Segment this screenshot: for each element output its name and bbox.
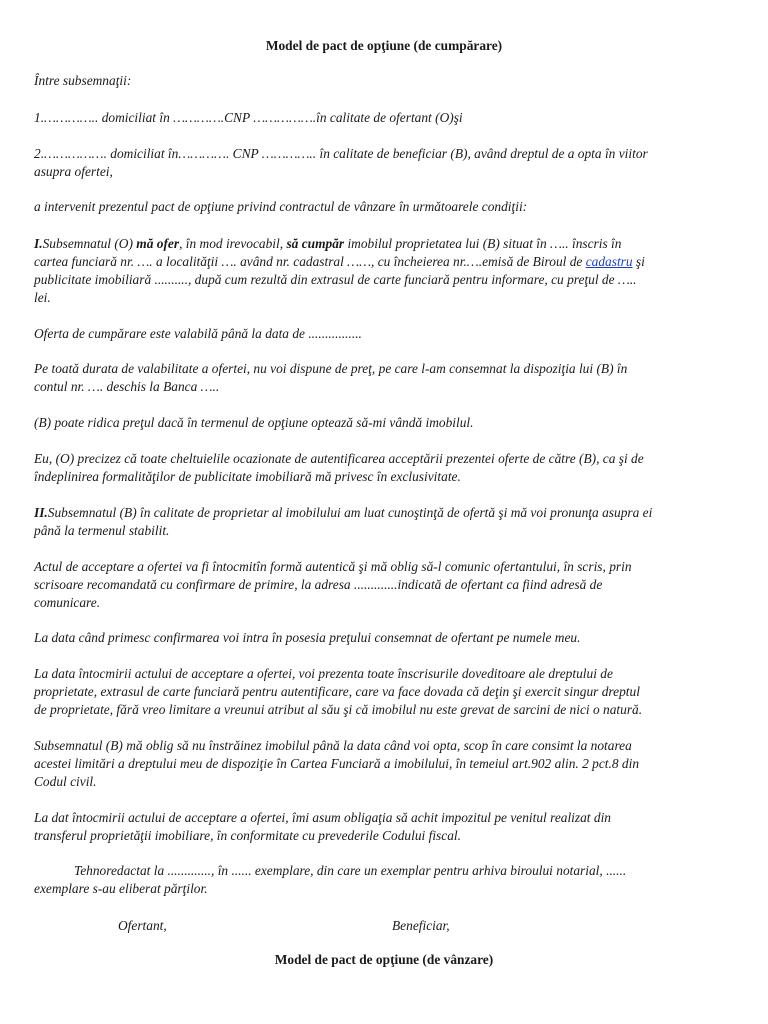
party1-line: 1.………….. domiciliat în ………….CNP …………….în calitate de ofertant (O)şi	[34, 110, 463, 125]
instrainare-line-3: Codul civil.	[34, 774, 97, 789]
oferta-line: Oferta de cumpărare este valabilă până la data de ................	[34, 326, 362, 341]
section1-line-3: publicitate imobiliară .........., după cum rezultă din extrasul de carte funciară pentru informare, cu preţul de …..	[34, 272, 637, 287]
section1-line-2	[34, 253, 734, 271]
instrainare-line-1: Subsemnatul (B) mă oblig să nu înstrăinez imobilul până la data când voi opta, scop în care consimt la notarea	[34, 738, 632, 753]
intro-line: Între subsemnaţii:	[34, 73, 132, 88]
instrainare-line-2: acestei limitări a dreptului meu de dispoziţie în Cartea Funciară a imobilului, în temeiul art.902 alin. 2 pct.8 din	[34, 756, 640, 771]
cheltuieli-line-1: Eu, (O) precizez că toate cheltuielile ocazionate de autentificarea acceptării prezentei oferte de către (B), ca şi de	[34, 451, 644, 466]
section2-number: II.	[34, 505, 48, 520]
section1-number: I.	[34, 236, 43, 251]
ofertant-signature-label: Ofertant,	[118, 918, 167, 933]
section1-line-1	[34, 235, 734, 253]
intocmire-line-3: de proprietate, fără vreo limitare a vreunui atribut al său şi că imobilul nu este grevat de sarcini de nici o natură.	[34, 702, 643, 717]
party2-line-2: asupra ofertei,	[34, 164, 113, 179]
cadastru-link[interactable]: cadastru	[585, 254, 633, 269]
impozit-line-1: La dat întocmirii actului de acceptare a ofertei, îmi asum obligaţia să achit impozitul pe venitul realizat din	[34, 810, 611, 825]
ridica-line: (B) poate ridica preţul dacă în termenul de opţiune optează să-mi vândă imobilul.	[34, 415, 474, 430]
section1-text-a: Subsemnatul (O)	[42, 236, 137, 251]
party2-line-1: 2.……………. domiciliat în…………. CNP ………….. în calitate de beneficiar (B), având dreptul de a opta în viitor	[34, 146, 648, 161]
section1-line2-text: cartea funciară nr. …. a localităţii …. având nr. cadastral ……, cu încheierea nr.….emisă de Biroul de	[34, 254, 586, 269]
acceptare-line-1: Actul de acceptare a ofertei va fi întocmitîn formă autentică şi mă oblig să-l comunic ofertantului, în scris, prin	[34, 559, 632, 574]
intocmire-line-1: La data întocmirii actului de acceptare a ofertei, voi prezenta toate înscrisurile doveditoare ale dreptului de	[34, 666, 613, 681]
beneficiar-signature-label: Beneficiar,	[392, 918, 450, 933]
durata-line-2: contul nr. …. deschis la Banca …..	[34, 379, 220, 394]
impozit-line-2: transferul proprietăţii imobiliare, în conformitate cu prevederile Codului fiscal.	[34, 828, 461, 843]
section1-text-e: imobilul proprietatea lui (B) situat în ….. înscris în	[344, 236, 622, 251]
intervenit-line: a intervenit prezentul pact de opţiune privind contractul de vânzare în următoarele condiţii:	[34, 199, 528, 214]
section1-text-c: , în mod irevocabil,	[179, 236, 287, 251]
acceptare-line-2: scrisoare recomandată cu confirmare de primire, la adresa .............indicată de ofertant ca fiind adresă de	[34, 577, 603, 592]
document-title: Model de pact de opţiune (de cumpărare)	[265, 38, 503, 53]
acceptare-line-3: comunicare.	[34, 595, 101, 610]
section1-bold-ofer: mă ofer	[136, 236, 180, 251]
cheltuieli-line-2: îndeplinirea formalităţilor de publicitate imobiliară mă privesc în exclusivitate.	[34, 469, 461, 484]
tehnoredactat-line-2: exemplare s-au eliberat părţilor.	[34, 881, 208, 896]
section1-line-4: lei.	[34, 290, 51, 305]
section2-text: Subsemnatul (B) în calitate de proprietar al imobilului am luat cunoştinţă de ofertă şi mă voi pronunţa asupra ei	[47, 505, 653, 520]
durata-line-1: Pe toată durata de valabilitate a ofertei, nu voi dispune de preţ, pe care l-am consemnat la dispoziţia lui (B) în	[34, 361, 628, 376]
section2-line-2: până la termenul stabilit.	[34, 523, 170, 538]
section1-bold-cumpar: să cumpăr	[286, 236, 345, 251]
section2-line-1	[34, 504, 734, 522]
confirmare-line: La data când primesc confirmarea voi intra în posesia preţului consemnat de ofertant pe numele meu.	[34, 630, 581, 645]
intocmire-line-2: proprietate, extrasul de carte funciară pentru autentificare, care va face dovada că deţin şi exercit singur dreptul	[34, 684, 640, 699]
second-document-title: Model de pact de opţiune (de vânzare)	[274, 952, 494, 967]
section1-line2-end: şi	[632, 254, 645, 269]
tehnoredactat-line-1: Tehnoredactat la ............., în ...... exemplare, din care un exemplar pentru arhiva biroului notarial, ......	[74, 863, 627, 878]
